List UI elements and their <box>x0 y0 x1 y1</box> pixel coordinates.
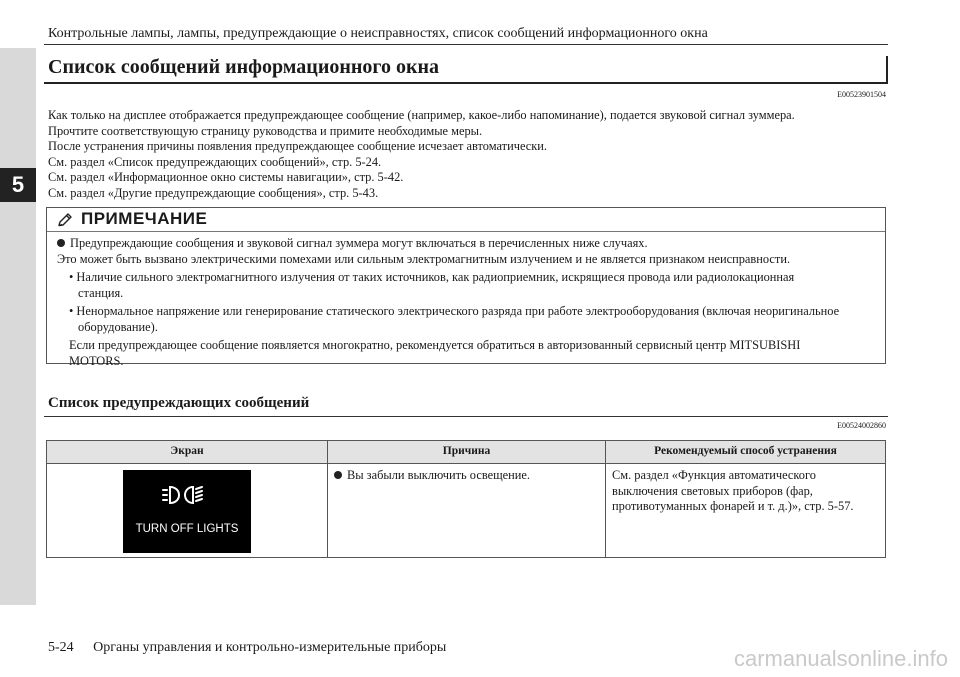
cell-screen <box>47 464 328 558</box>
turn-off-lights-display <box>123 470 251 553</box>
running-head: Контрольные лампы, лампы, предупреждающие о неисправностях, список сообщений информационного окна <box>48 26 708 41</box>
remedy-line: См. раздел «Функция автоматического <box>612 468 816 482</box>
page-footer <box>48 640 446 656</box>
intro-line: Прочтите соответствующую страницу руководства и примите необходимые меры. <box>48 123 483 138</box>
bullet-dot-icon <box>57 239 65 247</box>
cell-remedy <box>606 464 886 558</box>
note-pen-icon <box>57 212 73 228</box>
note-main-text: Предупреждающие сообщения и звуковой сигнал зуммера могут включаться в перечисленных ниже случаях. <box>70 236 648 250</box>
intro-text <box>48 108 888 201</box>
note-body <box>57 236 883 369</box>
header-screen: Экран <box>47 441 328 464</box>
section-title-box <box>44 56 888 84</box>
table-header-row <box>47 441 886 464</box>
note-sub-line: • Наличие сильного электромагнитного излучения от таких источников, как радиоприемник, искрящиеся провода или радиолокационная <box>69 270 795 284</box>
subsection-title: Список предупреждающих сообщений <box>48 395 310 411</box>
note-main-line <box>57 236 883 252</box>
remedy-line: противотуманных фонарей и т. д.)», стр. 5-57. <box>612 499 854 513</box>
header-cause: Причина <box>328 441 606 464</box>
note-box <box>46 207 886 368</box>
intro-line: См. раздел «Список предупреждающих сообщений», стр. 5-24. <box>48 154 382 169</box>
note-final-line: MOTORS. <box>69 353 124 368</box>
note-final-item <box>57 338 883 369</box>
chapter-number-tab: 5 <box>0 168 36 202</box>
page-number: 5-24 <box>48 640 74 655</box>
cell-cause <box>328 464 606 558</box>
note-sub-line: • Ненормальное напряжение или генерирование статического электрического разряда при работе электрооборудования (включая неоригинальное <box>69 304 840 318</box>
note-sub-item <box>57 304 883 335</box>
note-title: ПРИМЕЧАНИЕ <box>81 209 208 228</box>
section-title: Список сообщений информационного окна <box>48 56 440 78</box>
headlight-icon <box>162 484 212 506</box>
warning-message-table <box>46 440 886 558</box>
bullet-dot-icon <box>334 471 342 479</box>
subsection-code: E00524002860 <box>837 421 886 430</box>
intro-line: Как только на дисплее отображается предупреждающее сообщение (например, какое-либо напоминание), подается звуковой сигнал зуммера. <box>48 108 795 122</box>
remedy-line: выключения световых приборов (фар, <box>612 483 813 498</box>
note-header <box>47 208 885 232</box>
chapter-side-tab <box>0 48 36 605</box>
display-label: TURN OFF LIGHTS <box>135 523 239 535</box>
note-sub-line: оборудование). <box>78 319 158 334</box>
header-remedy: Рекомендуемый способ устранения <box>606 441 886 464</box>
note-final-line: Если предупреждающее сообщение появляется многократно, рекомендуется обратиться в авторизованный сервисный центр MITSUBISHI <box>69 338 801 352</box>
note-sub-line: станция. <box>78 285 124 300</box>
note-main-line: Это может быть вызвано электрическими помехами или сильным электромагнитным излучением и не является признаком неисправности. <box>57 251 791 266</box>
subsection-rule <box>44 416 888 417</box>
header-rule <box>44 44 888 45</box>
table-row <box>47 464 886 558</box>
intro-line: См. раздел «Информационное окно системы навигации», стр. 5-42. <box>48 170 404 184</box>
intro-line: См. раздел «Другие предупреждающие сообщения», стр. 5-43. <box>48 185 379 200</box>
cause-text: Вы забыли выключить освещение. <box>347 468 530 482</box>
watermark: carmanualsonline.info <box>733 646 948 671</box>
footer-chapter: Органы управления и контрольно-измерительные приборы <box>93 640 447 655</box>
note-sub-item <box>57 270 883 301</box>
intro-line: После устранения причины появления предупреждающее сообщение исчезает автоматически. <box>48 139 548 153</box>
section-code: E00523901504 <box>837 90 886 99</box>
